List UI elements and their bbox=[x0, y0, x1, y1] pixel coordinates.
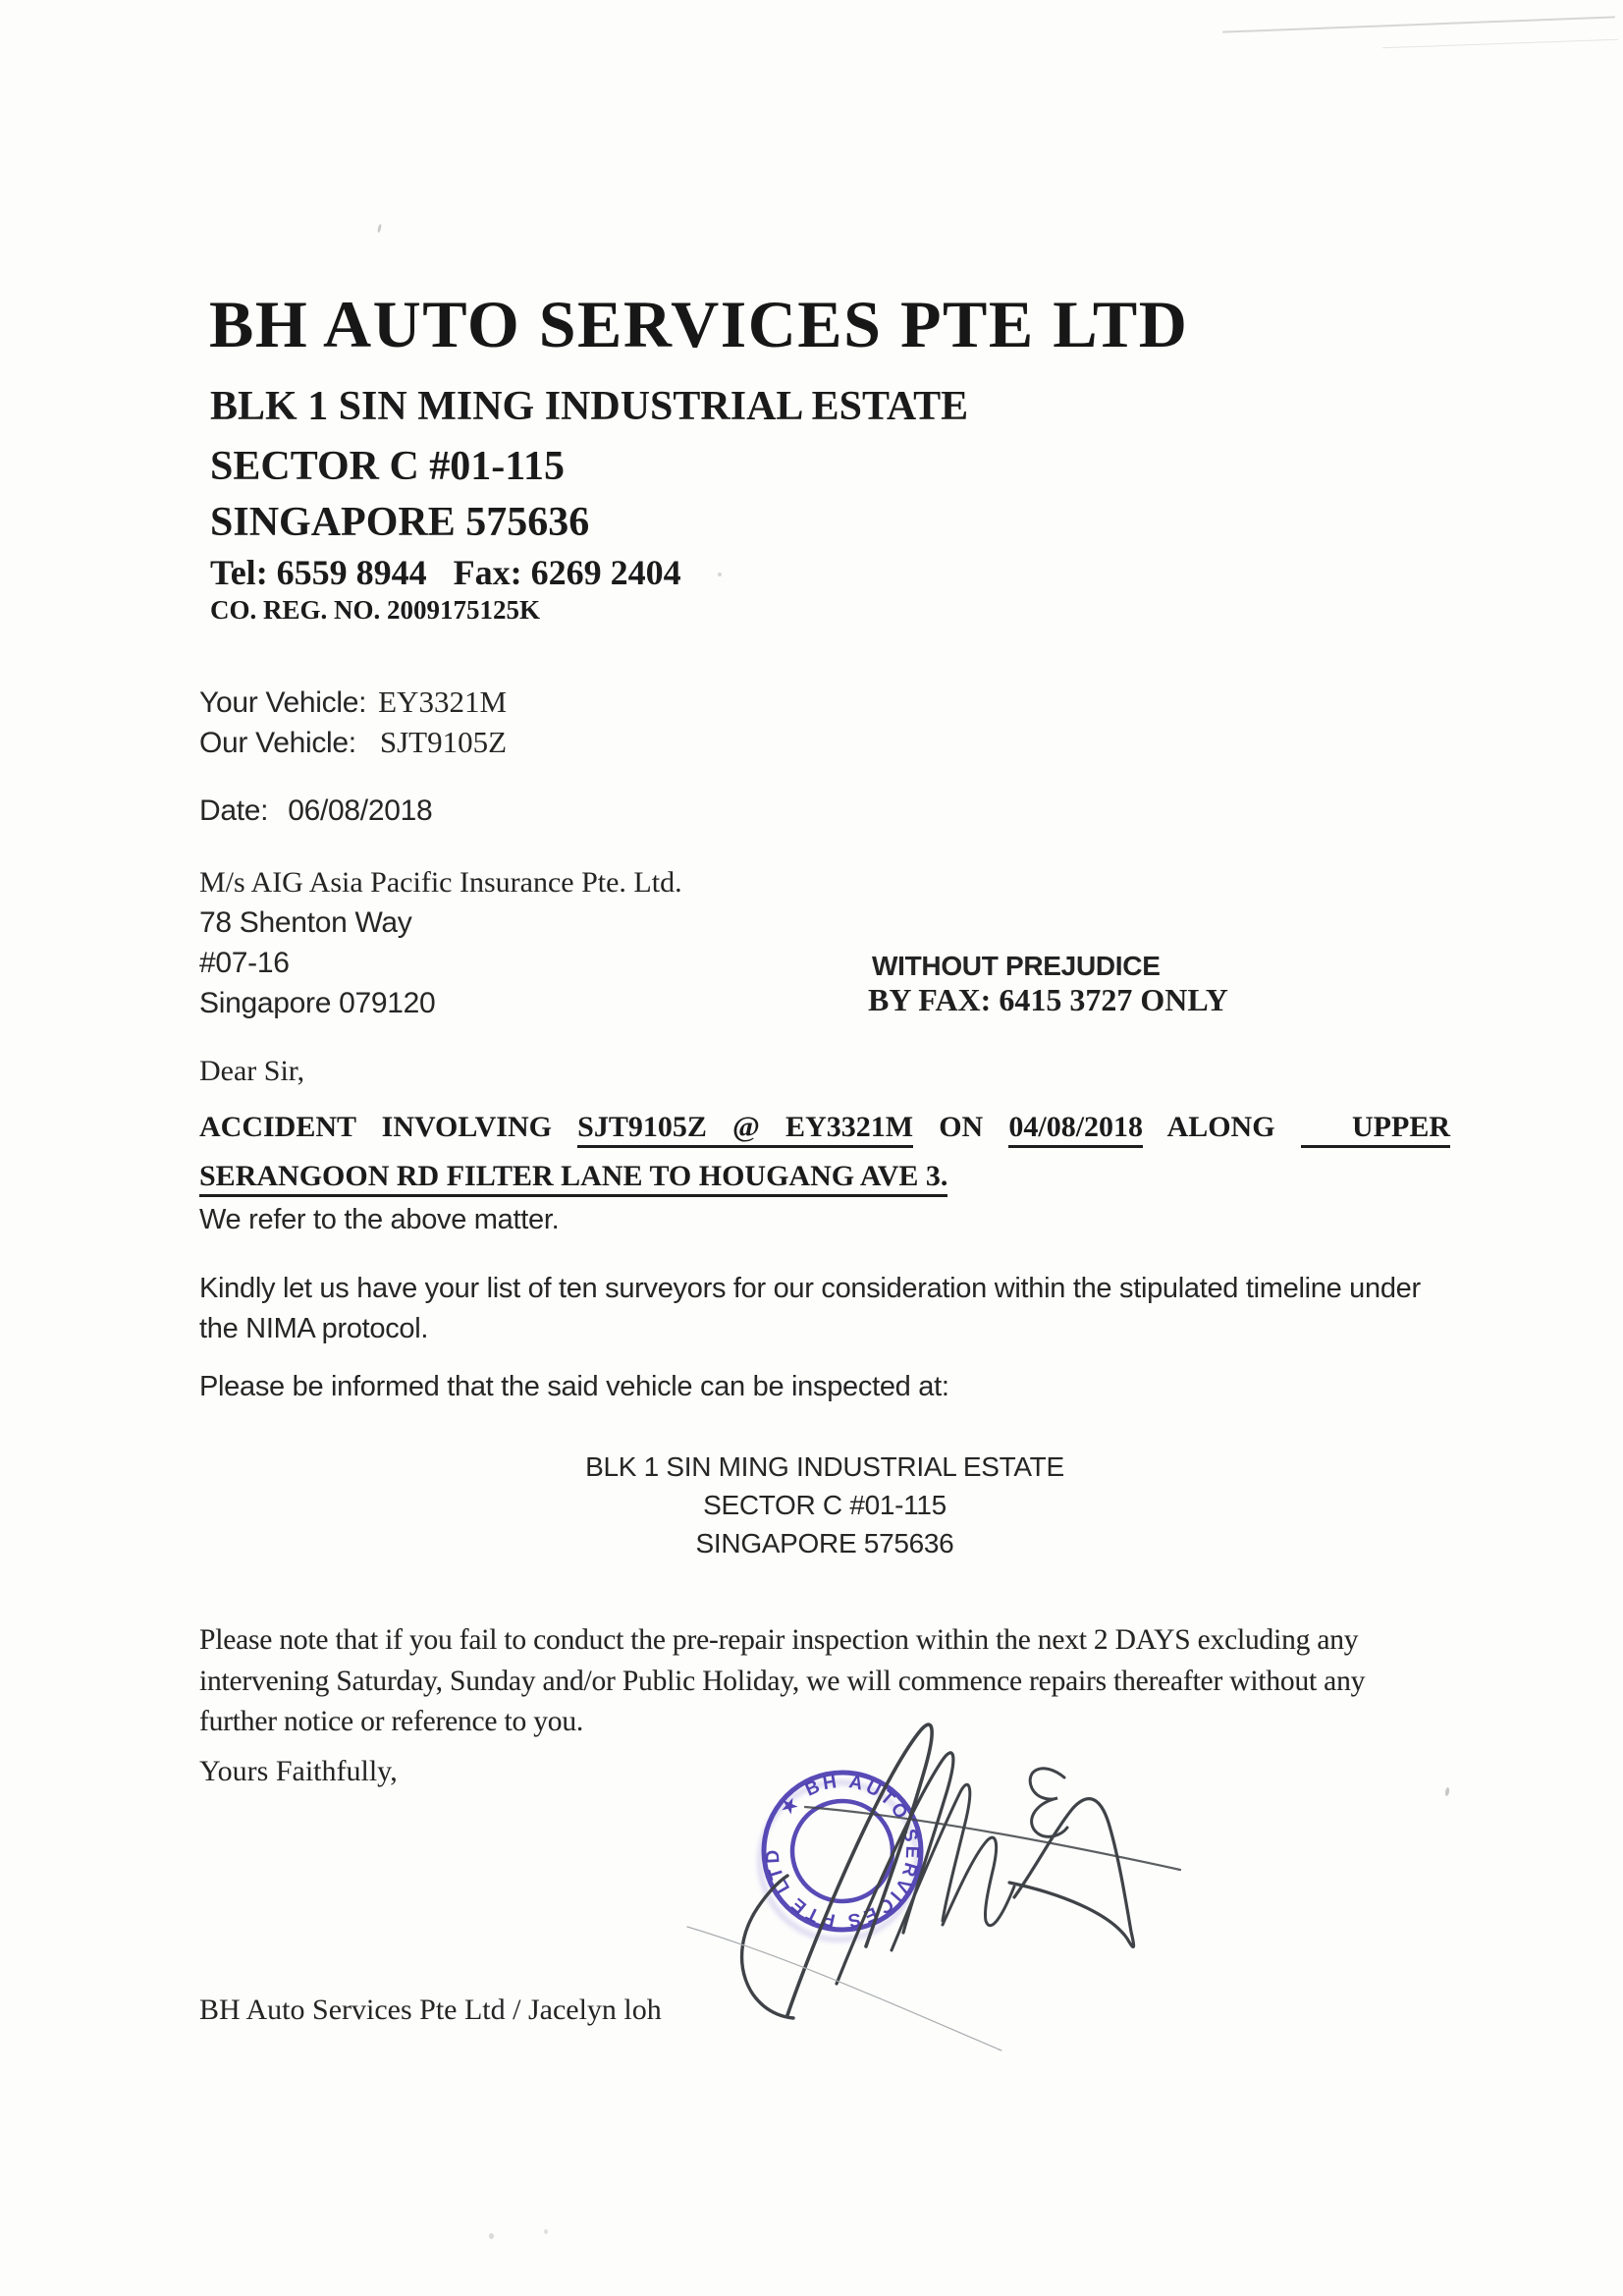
scan-speck bbox=[377, 224, 382, 233]
subject-segment: ALONG bbox=[1166, 1111, 1275, 1143]
subject-segment: INVOLVING bbox=[381, 1111, 552, 1143]
subject-segment-underlined: UPPER bbox=[1301, 1111, 1450, 1148]
letterhead-co-reg: CO. REG. NO. 2009175125K bbox=[210, 595, 541, 625]
by-fax-notice: BY FAX: 6415 3727 ONLY bbox=[868, 982, 1228, 1017]
your-vehicle-label: Your Vehicle: bbox=[199, 686, 367, 719]
text-line: Kindly let us have your list of ten surveyors for our consideration within the stipulated timeline under bbox=[199, 1273, 1421, 1304]
date-line bbox=[199, 794, 432, 828]
subject-line1 bbox=[199, 1111, 1450, 1144]
text-line: intervening Saturday, Sunday and/or Public Holiday, we will commence repairs thereafter without any bbox=[199, 1665, 1366, 1697]
our-vehicle-value: SJT9105Z bbox=[379, 725, 508, 759]
letterhead-address-line1: BLK 1 SIN MING INDUSTRIAL ESTATE bbox=[210, 384, 969, 429]
date-value: 06/08/2018 bbox=[288, 794, 433, 827]
text-line: SECTOR C #01-115 bbox=[703, 1490, 947, 1520]
recipient-name: M/s AIG Asia Pacific Insurance Pte. Ltd. bbox=[199, 866, 682, 899]
scan-speck bbox=[1444, 1787, 1450, 1797]
stamp-ring-text: ★ BH AUTO SERVICES PTE LTD bbox=[762, 1771, 923, 1932]
subject-line2 bbox=[199, 1160, 1450, 1193]
scan-speck bbox=[718, 573, 722, 576]
text-line: SINGAPORE 575636 bbox=[695, 1528, 954, 1558]
scan-artifact-line bbox=[1222, 16, 1615, 32]
inspection-address-block bbox=[199, 1448, 1450, 1562]
letterhead-address-line3: SINGAPORE 575636 bbox=[210, 500, 590, 545]
subject-segment-underlined: SERANGOON RD FILTER LANE TO HOUGANG AVE 3. bbox=[199, 1160, 947, 1197]
stamp-and-signature bbox=[677, 1689, 1306, 2062]
text-line: further notice or reference to you. bbox=[199, 1706, 584, 1737]
scan-speck bbox=[544, 2229, 548, 2234]
without-prejudice-notice: WITHOUT PREJUDICE bbox=[872, 951, 1161, 981]
refer-paragraph: We refer to the above matter. bbox=[199, 1204, 560, 1235]
subject-segment: ACCIDENT bbox=[199, 1111, 356, 1143]
signature bbox=[687, 1724, 1180, 2050]
subject-segment: ON bbox=[939, 1111, 984, 1143]
recipient-address-line3: Singapore 079120 bbox=[199, 987, 436, 1019]
company-stamp bbox=[743, 1757, 939, 1954]
text-line: Please note that if you fail to conduct the pre-repair inspection within the next 2 DAYS excluding any bbox=[199, 1624, 1359, 1656]
salutation: Dear Sir, bbox=[199, 1055, 305, 1087]
scan-artifact-line bbox=[1382, 39, 1618, 48]
kindly-paragraph bbox=[199, 1269, 1421, 1349]
text-line: BLK 1 SIN MING INDUSTRIAL ESTATE bbox=[585, 1451, 1064, 1482]
subject-segment-underlined: SJT9105Z @ EY3321M bbox=[577, 1111, 913, 1148]
our-vehicle-line bbox=[199, 725, 507, 760]
scan-speck bbox=[489, 2233, 494, 2239]
letterhead-tel-fax: Tel: 6559 8944 Fax: 6269 2404 bbox=[210, 553, 681, 592]
your-vehicle-line bbox=[199, 684, 507, 720]
recipient-address-line2: #07-16 bbox=[199, 947, 290, 979]
recipient-address-line1: 78 Shenton Way bbox=[199, 906, 412, 939]
signer-line: BH Auto Services Pte Ltd / Jacelyn loh bbox=[199, 1994, 662, 2026]
valediction: Yours Faithfully, bbox=[199, 1755, 398, 1787]
subject-segment-underlined: 04/08/2018 bbox=[1008, 1111, 1143, 1148]
letterhead-address-line2: SECTOR C #01-115 bbox=[210, 444, 565, 489]
our-vehicle-label: Our Vehicle: bbox=[199, 727, 356, 759]
inspect-intro-paragraph: Please be informed that the said vehicle can be inspected at: bbox=[199, 1371, 949, 1402]
your-vehicle-value: EY3321M bbox=[378, 684, 508, 719]
text-line: the NIMA protocol. bbox=[199, 1313, 429, 1344]
company-name: BH AUTO SERVICES PTE LTD bbox=[209, 287, 1189, 361]
date-label: Date: bbox=[199, 794, 269, 827]
